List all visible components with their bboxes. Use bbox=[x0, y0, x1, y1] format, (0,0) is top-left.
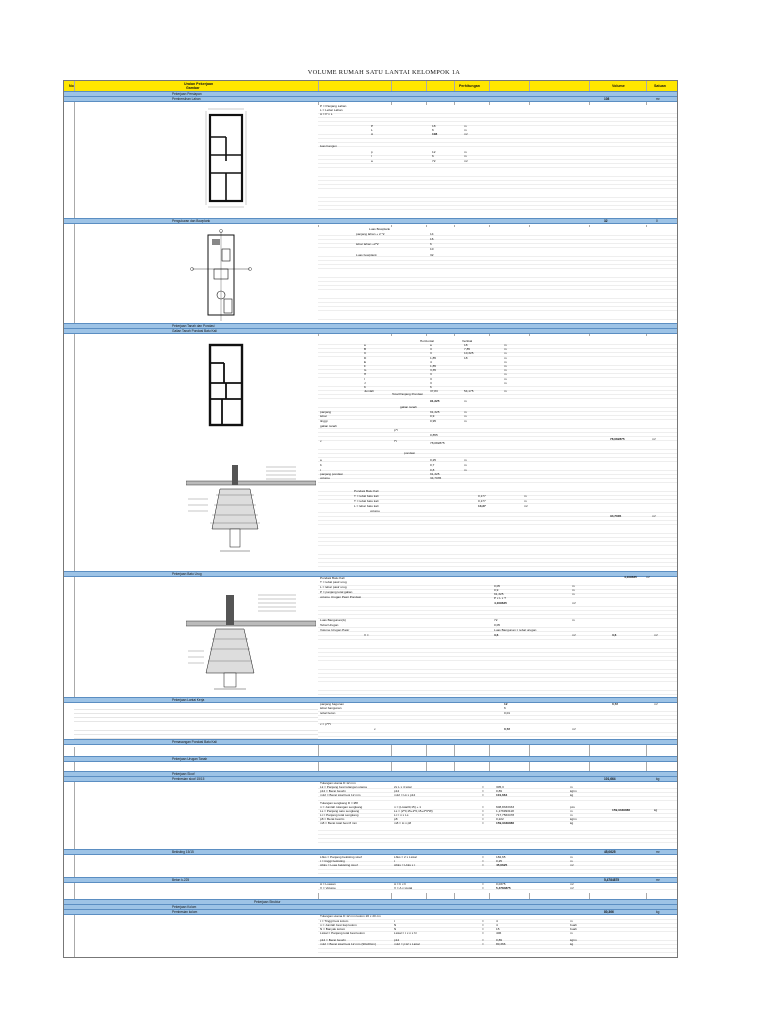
galian-row-key: a bbox=[364, 343, 366, 347]
sloof-unit: m bbox=[570, 813, 573, 817]
bu-r3: P = panjang total galian bbox=[320, 590, 353, 594]
bu-vol: 3,6 bbox=[612, 633, 617, 637]
pondasi-t: t bbox=[320, 468, 321, 472]
section-band: Beton k-225 5,4784875 m³ bbox=[64, 877, 677, 883]
pondasi-a-val: 0,25 bbox=[430, 458, 437, 462]
galian-result-unit: m³ bbox=[652, 437, 656, 441]
pbk-volume-label: volume bbox=[370, 509, 380, 513]
pbk-t2: T = tebal batu kali bbox=[354, 499, 379, 503]
batu-urug-section-drawing bbox=[186, 581, 316, 693]
lahan-l-unit: m bbox=[464, 128, 467, 132]
kolom-unit: kg bbox=[570, 942, 574, 946]
bu-r6: Luas Bangunan(A) bbox=[320, 618, 346, 622]
galian-total-val: 91,325 bbox=[430, 399, 440, 403]
site-plan-drawing bbox=[188, 229, 254, 323]
galian-row-unit: m bbox=[504, 364, 507, 368]
sloof-value: 0,25 bbox=[496, 859, 503, 863]
galian-row-h: 37,83 bbox=[430, 389, 438, 394]
sloof-label: m8 = Berat total besi 8 mm bbox=[320, 821, 358, 825]
sloof-equals: = bbox=[482, 805, 484, 809]
pondasi-volume: volume bbox=[320, 476, 330, 480]
lahan-l: L bbox=[371, 128, 373, 132]
bu-r7: Tebal Urugan bbox=[320, 623, 339, 627]
pondasi-label: pondasi bbox=[404, 451, 415, 455]
kolom-unit: m bbox=[570, 919, 573, 923]
kolom-unit: buah bbox=[570, 927, 577, 931]
galian-tinggi-val: 0,95 bbox=[430, 419, 437, 423]
sloof-label: Abks = Luas bekisting sloof bbox=[320, 863, 358, 867]
galian-lebar-val: 0,9 bbox=[430, 414, 435, 418]
kolom-label: Ltotal = Panjang total besi kolom bbox=[320, 931, 365, 935]
pondasi-volume-val: 34,7035 bbox=[430, 476, 442, 480]
section-band: Pekerjaan Lantai Kerja bbox=[64, 697, 677, 703]
galian-row-unit: m bbox=[504, 389, 507, 394]
galian-row-key: G bbox=[364, 368, 367, 373]
pbk-t1: T = tebal batu kali bbox=[354, 494, 379, 498]
bu-r9: V = bbox=[364, 633, 369, 637]
pbk-volume-unit: m³ bbox=[652, 514, 656, 518]
bu-r2: L = lebar pasir urug bbox=[320, 585, 347, 589]
galian-row-h: 3 bbox=[430, 351, 432, 356]
galian-row-key: E bbox=[364, 359, 367, 364]
kolom-formula: N bbox=[394, 923, 397, 927]
galian-val1: 0,855 bbox=[430, 433, 438, 437]
sloof-label: m12 = Berat total besi 12 mm bbox=[320, 793, 361, 797]
sloof-label: n = Jumlah tulangan sengkang bbox=[320, 805, 363, 809]
pbk-t3: L = lebar batu kali bbox=[354, 504, 379, 508]
galian-result: 78,082875 bbox=[610, 437, 625, 441]
sloof-value: 0,0375 bbox=[496, 882, 506, 886]
lahan-l-label: L = Lebar Lahan bbox=[320, 108, 343, 112]
sloof-equals: = bbox=[482, 855, 484, 859]
kolom-unit: m bbox=[570, 931, 573, 935]
sloof-value: 101,664 bbox=[496, 793, 508, 797]
kolom-formula: p12 bbox=[394, 938, 400, 942]
lahan-p2-unit: m bbox=[464, 150, 467, 154]
sloof-unit: m² bbox=[570, 863, 574, 867]
galian-v: v bbox=[320, 439, 322, 443]
bu-top-unit: m³ bbox=[646, 575, 650, 579]
kolom-value: 80,366 bbox=[496, 942, 506, 946]
sloof-unit: m³ bbox=[570, 886, 574, 890]
sloof-value: 305,3 bbox=[496, 785, 504, 789]
lk-r2: lebar bangunan bbox=[320, 706, 342, 710]
bu-top-vol: 4,109625 bbox=[624, 575, 637, 579]
sloof-equals: = bbox=[482, 793, 484, 797]
section-band: Pengukuran dan Bowplank 32 0 bbox=[64, 218, 677, 224]
kolom-value: 4 bbox=[496, 919, 498, 923]
galian-total-label: Total Panjang Pondasi bbox=[392, 392, 423, 396]
kolom-label: n = Jumlah besi tiap kolom bbox=[320, 923, 357, 927]
pbk-label: Pondasi Batu Kali bbox=[354, 489, 379, 493]
sloof-label: Tulangan utama D 12 mm bbox=[320, 781, 356, 785]
bu-r7-val: 0,05 bbox=[494, 623, 501, 627]
bu-r2-val: 0,9 bbox=[494, 588, 499, 592]
lahan-p-label: P = Panjang Lahan bbox=[320, 104, 347, 108]
pbk-t3-val: 13,37 bbox=[478, 504, 486, 508]
grid-block bbox=[318, 105, 677, 225]
galian-row-h: 3 bbox=[430, 376, 432, 381]
kolom-label: m12 = Berat total besi 12 mm (90x20cm) bbox=[320, 942, 376, 946]
sloof-formula: m12 = Lk x p12 bbox=[394, 793, 416, 797]
galian-row-h: 3 bbox=[430, 372, 432, 377]
sloof-formula: n = (Ltotal/0,15) + 1 bbox=[394, 805, 422, 809]
galian-row-key: I bbox=[364, 376, 365, 381]
bu-r6-unit: m bbox=[572, 618, 575, 622]
galian-row-h: 1,85 bbox=[430, 364, 437, 368]
bu-r5-val: 4,109625 bbox=[494, 601, 507, 605]
pondasi-a-unit: m bbox=[464, 458, 467, 462]
section-band: Pekerjaan Tanah dan Pondasi bbox=[64, 323, 677, 329]
lahan-p2: p bbox=[371, 150, 373, 154]
kolom-equals: = bbox=[482, 927, 484, 931]
sloof-label: Lbks = Panjang bekisting sloof bbox=[320, 855, 362, 859]
bu-r5-unit: m³ bbox=[572, 601, 576, 605]
bu-r3-val: 91,325 bbox=[494, 592, 504, 596]
sloof-formula: Lbks = 2 x Ltotal bbox=[394, 855, 417, 859]
sloof-equals: = bbox=[482, 789, 484, 793]
sloof-side-u: kg bbox=[654, 808, 658, 812]
galian-formula: p*l bbox=[394, 428, 398, 432]
sloof-label: p8 = Berat besi/m bbox=[320, 817, 345, 821]
sloof-formula: 2x L x 4 total bbox=[394, 785, 412, 789]
bowplank-r1: 16 bbox=[430, 237, 434, 241]
foundation-plan-drawing bbox=[204, 339, 250, 431]
sloof-value: 5,4784875 bbox=[496, 886, 511, 890]
header-satuan: Satuan bbox=[654, 84, 666, 88]
sloof-unit: m bbox=[570, 859, 573, 863]
pbk-t1-unit: m bbox=[524, 494, 527, 498]
kolom-formula: Ltotal = t x n x N bbox=[394, 931, 417, 935]
sheet-title: VOLUME RUMAH SATU LANTAI KELOMPOK 1A bbox=[307, 69, 461, 76]
kolom-value: 4 bbox=[496, 923, 498, 927]
sloof-value: 182,65 bbox=[496, 855, 506, 859]
sloof-equals: = bbox=[482, 821, 484, 825]
sloof-label: Tulangan sengkang D = Ø8 bbox=[320, 801, 358, 805]
sloof-unit: kg/m bbox=[570, 789, 577, 793]
sloof-label: A = Luasan bbox=[320, 882, 336, 886]
pondasi-b: b bbox=[320, 463, 322, 467]
grid-block bbox=[318, 336, 677, 571]
sloof-unit: pcs bbox=[570, 805, 575, 809]
section-band: Pembesian kolom 80,366 kg bbox=[64, 909, 677, 915]
galian-row-key: D bbox=[364, 355, 367, 360]
section-band: Pekerjaan Persiapan bbox=[64, 91, 677, 97]
sloof-formula: p12 bbox=[394, 789, 400, 793]
section-band: Bekisting 15/15 45,0625 m² bbox=[64, 849, 677, 855]
lahan-a2-val: 72 bbox=[432, 159, 436, 163]
pondasi-b-val: 0,7 bbox=[430, 463, 435, 467]
section-band: Pekerjaan Sloof bbox=[64, 771, 677, 777]
galian-vertikal-header: Vertikal bbox=[462, 339, 473, 343]
galian-lebar-unit: m bbox=[464, 414, 467, 418]
sloof-unit: m bbox=[570, 855, 573, 859]
col-line bbox=[74, 81, 75, 957]
section-band: Pekerjaan Kolom bbox=[64, 904, 677, 910]
bowplank-luas: Luas Bowplank bbox=[369, 227, 390, 231]
bu-r8-val: Luas Bangunan × tebal urugan bbox=[494, 628, 537, 632]
pondasi-b-unit: m bbox=[464, 463, 467, 467]
galian-row-v: 18 bbox=[464, 343, 468, 347]
galian-row-key: H bbox=[364, 372, 367, 377]
sloof-unit: kg bbox=[570, 821, 574, 825]
sloof-unit: m bbox=[570, 809, 573, 813]
sloof-equals: = bbox=[482, 817, 484, 821]
galian-panjang: panjang bbox=[320, 410, 332, 414]
pondasi-t-unit: m bbox=[464, 468, 467, 472]
bu-title: Pondasi Batu Kali bbox=[320, 576, 345, 580]
spreadsheet bbox=[63, 80, 678, 958]
galian-row-v: 18 bbox=[464, 355, 468, 360]
section-band: Pekerjaan Batu Urug bbox=[64, 571, 677, 577]
section-band: Pembesian sloof 15/15 101,664 kg bbox=[64, 776, 677, 782]
pondasi-panjang: panjang pondasi bbox=[320, 472, 343, 476]
lk-unit: m³ bbox=[654, 702, 658, 706]
sloof-label: p12 = Berat besi/m bbox=[320, 789, 347, 793]
galian-row-v: 7,85 bbox=[464, 347, 471, 352]
section-band: Galian Tanah Pondasi Batu Kali bbox=[64, 328, 677, 334]
kolom-equals: = bbox=[482, 931, 484, 935]
sloof-side-v: 159,3439086 bbox=[612, 808, 631, 812]
galian-row-unit: m bbox=[504, 380, 507, 385]
galian-row-h: a bbox=[430, 343, 432, 347]
galian-horizontal-header: Horizontal bbox=[420, 339, 434, 343]
bu-unit: m³ bbox=[654, 633, 658, 637]
bowplank-lebar-val: 6 bbox=[430, 242, 432, 246]
pondasi-panjang-val: 91,325 bbox=[430, 472, 440, 476]
lahan-l2-val: 6 bbox=[432, 154, 434, 158]
sloof-label: Lk = Panjang besi tulangan utama bbox=[320, 785, 367, 789]
header-volume: Volume bbox=[612, 84, 625, 88]
section-band: Pemasangan Pondasi Batu Kali bbox=[64, 739, 677, 745]
pbk-t2-val: 0,177 bbox=[478, 499, 486, 503]
galian-row-key: B bbox=[364, 347, 367, 352]
galian-tanah-label: galian tanah bbox=[400, 405, 417, 409]
pbk-volume: 34,7035 bbox=[610, 514, 622, 518]
pondasi-a: a bbox=[320, 458, 322, 462]
sloof-label: t = tinggi bekisting bbox=[320, 859, 345, 863]
galian-row-unit: m bbox=[504, 372, 507, 377]
sloof-equals: = bbox=[482, 785, 484, 789]
galian-total-unit: m bbox=[464, 399, 467, 403]
galian-row-unit: m bbox=[504, 343, 507, 347]
bu-r4: volume Urugan Pasir Pondasi bbox=[320, 595, 361, 599]
lk-volume: 0,72 bbox=[612, 702, 619, 706]
sloof-formula: p8 bbox=[394, 817, 398, 821]
bu-r2-unit: m bbox=[572, 588, 575, 592]
galian-row-unit: m bbox=[504, 376, 507, 381]
bu-r8: Volume Urugan Pasir bbox=[320, 628, 350, 632]
bowplank-r2: 10 bbox=[430, 247, 434, 251]
bu-r4-val: P x L x T bbox=[494, 596, 506, 600]
sloof-value: 1,176993118 bbox=[496, 809, 514, 813]
sloof-value: 0,222 bbox=[496, 817, 504, 821]
sloof-formula: Lt = n x Ls bbox=[394, 813, 409, 817]
lk-r3: tebal beton bbox=[320, 711, 336, 715]
lahan-a2: a bbox=[371, 159, 373, 163]
sloof-label: Ls = Panjang satu sengkang bbox=[320, 809, 360, 813]
sloof-equals: = bbox=[482, 859, 484, 863]
bowplank-luas2: Luas bowplank bbox=[356, 253, 377, 257]
header-gambar: Gambar bbox=[186, 86, 200, 90]
sloof-formula: m8 = Lt x p8 bbox=[394, 821, 412, 825]
section-band: Pekerjaan Urugan Tanah bbox=[64, 756, 677, 762]
bu-r1: T = tebal pasir urug bbox=[320, 580, 347, 584]
galian-row-h: 3 bbox=[430, 347, 432, 352]
header-uraian: Uraian Pekerjaan bbox=[184, 82, 214, 86]
sloof-value: 45,0625 bbox=[496, 863, 508, 867]
galian-tinggi: tinggi bbox=[320, 419, 328, 423]
lahan-l2: l bbox=[371, 154, 372, 158]
galian-row-h: 6 bbox=[430, 385, 432, 389]
galian-row-unit: m bbox=[504, 368, 507, 373]
bowplank-panjang: panjang lahan + 2 *2 bbox=[356, 232, 385, 236]
bowplank-panjang-val: 14 bbox=[430, 232, 434, 236]
bu-r3-unit: m bbox=[572, 592, 575, 596]
sloof-equals: = bbox=[482, 813, 484, 817]
lk-r1: panjang bagunan bbox=[320, 702, 344, 706]
kolom-value: 15 bbox=[496, 927, 500, 931]
foundation-section-drawing bbox=[186, 459, 316, 555]
lk-r5: v bbox=[374, 727, 376, 731]
pondasi-t-val: 0,8 bbox=[430, 468, 435, 472]
sloof-value: 608,8333333 bbox=[496, 805, 515, 809]
galian-row-key: C bbox=[364, 351, 367, 356]
kolom-equals: = bbox=[482, 923, 484, 927]
bu-r1-val: 0,05 bbox=[494, 584, 501, 588]
lahan-p: P bbox=[371, 124, 374, 128]
kolom-label: Tulangan utama D 12 mm kolom 20 x 20 cm bbox=[320, 914, 381, 918]
galian-row-unit: m bbox=[504, 355, 507, 360]
lk-r1-val: 12 bbox=[504, 702, 508, 706]
galian-vformula: l*t bbox=[394, 439, 397, 443]
sloof-formula: Ls = (2*0,15+2*0,15+2*6*Ø) bbox=[394, 809, 433, 813]
kolom-equals: = bbox=[482, 919, 484, 923]
lahan-a: A bbox=[371, 132, 374, 136]
galian-row-key: Jumlah bbox=[364, 389, 374, 394]
kolom-label: p12 = Berat besi/m bbox=[320, 938, 347, 942]
galian-tanah2: galian tanah bbox=[320, 424, 337, 428]
kolom-label: t = Tinggi besi kolom bbox=[320, 919, 349, 923]
bu-r9-val: 3,6 bbox=[494, 633, 499, 637]
sloof-equals: = bbox=[482, 882, 484, 886]
kolom-equals: = bbox=[482, 942, 484, 946]
sloof-value: 0,89 bbox=[496, 789, 503, 793]
sloof-formula: V = A x Ltotal bbox=[394, 886, 413, 890]
sloof-unit: kg/m bbox=[570, 817, 577, 821]
header-no: No bbox=[69, 84, 74, 88]
galian-lebar: lebar bbox=[320, 414, 327, 418]
lk-r5-unit: m³ bbox=[572, 727, 576, 731]
kolom-unit: buah bbox=[570, 923, 577, 927]
floor-plan-drawing bbox=[204, 107, 252, 209]
galian-row-key: J bbox=[364, 380, 366, 385]
sloof-value: 159,3439086 bbox=[496, 821, 515, 825]
sloof-label: V = Volume bbox=[320, 886, 336, 890]
galian-row-unit: m bbox=[504, 347, 507, 352]
section-band: Pembersihan Lahan 108 m² bbox=[64, 96, 677, 102]
lk-r4: v = p*l*t bbox=[320, 722, 331, 726]
lahan-p2-val: 12 bbox=[432, 150, 436, 154]
bu-r6-val: 72 bbox=[494, 618, 498, 622]
lahan-a-val: 108 bbox=[432, 132, 438, 136]
galian-row-unit: m bbox=[504, 359, 507, 364]
sloof-label: Lt = Panjang total sengkang bbox=[320, 813, 359, 817]
lahan-l2-unit: m bbox=[464, 154, 467, 158]
lahan-a-unit: m² bbox=[464, 132, 468, 136]
galian-row-h: 3,35 bbox=[430, 368, 437, 373]
kolom-formula: N bbox=[394, 927, 397, 931]
header-perhitungan: Perhitungan bbox=[459, 84, 480, 88]
sloof-equals: = bbox=[482, 863, 484, 867]
lk-r5-val: 0,72 bbox=[504, 727, 511, 731]
lahan-p-val: 18 bbox=[432, 124, 436, 128]
kolom-unit: kg/m bbox=[570, 938, 577, 942]
lk-r3-val: 0,01 bbox=[504, 711, 511, 715]
lahan-a-label: A = P x L bbox=[320, 112, 333, 116]
galian-row-v: 54,175 bbox=[464, 389, 474, 394]
kolom-formula: t bbox=[394, 919, 395, 923]
galian-row-unit: m bbox=[504, 351, 507, 356]
kolom-formula: m12 = p12 x Ltotal bbox=[394, 942, 420, 946]
galian-row-h: 4 bbox=[430, 359, 432, 364]
bowplank-lebar: lebar lahan +2*2 bbox=[356, 242, 379, 246]
sloof-formula: t bbox=[394, 859, 395, 863]
galian-panjang-unit: m bbox=[464, 410, 467, 414]
lahan-p-unit: m bbox=[464, 124, 467, 128]
sloof-formula: A = b x h bbox=[394, 882, 407, 886]
sloof-value: 717,7563478 bbox=[496, 813, 515, 817]
kolom-value: 0,89 bbox=[496, 938, 503, 942]
sloof-equals: = bbox=[482, 886, 484, 890]
pbk-t2-unit: m bbox=[524, 499, 527, 503]
lahan-a2-unit: m² bbox=[464, 159, 468, 163]
kolom-equals: = bbox=[482, 938, 484, 942]
galian-tinggi-unit: m bbox=[464, 419, 467, 423]
bu-r1-unit: m bbox=[572, 584, 575, 588]
galian-row-key: F bbox=[364, 364, 366, 368]
bu-r9-unit: m³ bbox=[572, 633, 576, 637]
lk-r2-val: 6 bbox=[504, 706, 506, 710]
sloof-formula: Abks = Lbks x t bbox=[394, 863, 416, 867]
kolom-value: 406 bbox=[496, 931, 502, 935]
sloof-unit: m bbox=[570, 785, 573, 789]
galian-row-v: 10,325 bbox=[464, 351, 474, 356]
lahan-luas-bangun: luas bangun bbox=[320, 144, 337, 148]
pbk-t3-unit: m² bbox=[524, 504, 528, 508]
galian-row-h: 1,85 bbox=[430, 355, 437, 360]
galian-vval: 78,082875 bbox=[430, 441, 445, 445]
galian-row-key: K bbox=[364, 385, 367, 389]
galian-panjang-val: 91,325 bbox=[430, 410, 440, 414]
sloof-unit: kg bbox=[570, 793, 574, 797]
sloof-unit: m² bbox=[570, 882, 574, 886]
galian-row-h: 3 bbox=[430, 380, 432, 385]
bowplank-luas-val: 32 bbox=[430, 253, 434, 257]
lahan-l-val: 6 bbox=[432, 128, 434, 132]
pbk-t1-val: 0,177 bbox=[478, 494, 486, 498]
sloof-equals: = bbox=[482, 809, 484, 813]
kolom-label: N = Banyak kolom bbox=[320, 927, 346, 931]
section-band: Pekerjaan Struktur bbox=[64, 899, 677, 905]
